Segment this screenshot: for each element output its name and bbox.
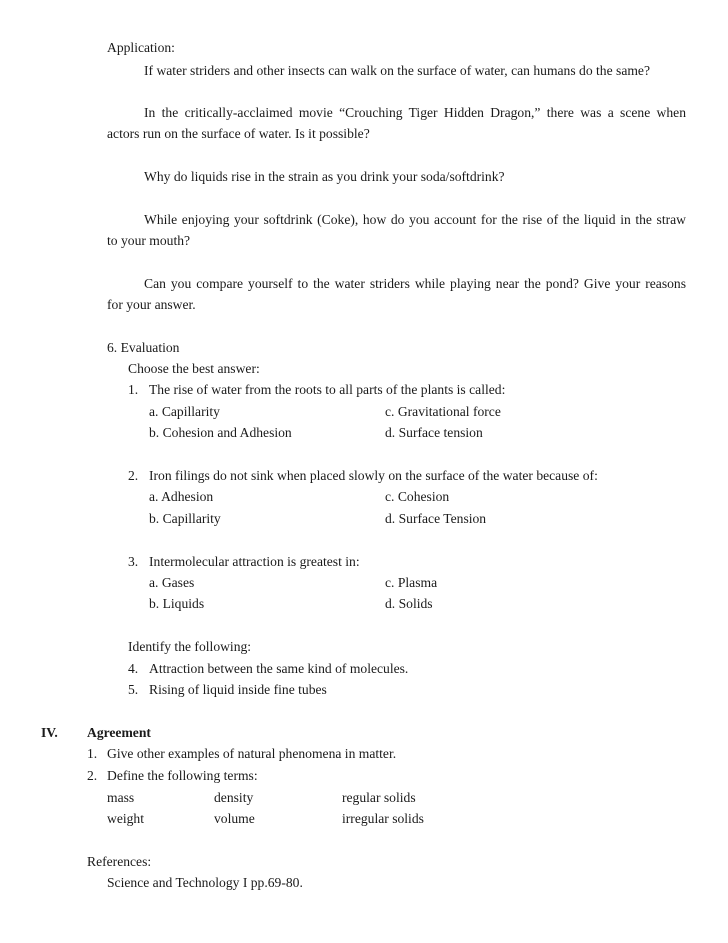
term: irregular solids [342,811,424,826]
choice-a: a. Capillarity [149,404,220,419]
application-question-3: Why do liquids rise in the strain as you drink your soda/softdrink? [144,169,505,184]
identify-number: 4. [128,661,139,676]
choice-b: b. Liquids [149,596,205,611]
evaluation-heading: 6. Evaluation [107,340,180,355]
question-text: Intermolecular attraction is greatest in: [149,554,360,569]
choice-b: b. Capillarity [149,511,221,526]
identify-text: Rising of liquid inside fine tubes [149,682,327,697]
term: density [214,790,254,805]
question-number: 3. [128,554,139,569]
choice-b: b. Cohesion and Adhesion [149,425,292,440]
reference-entry: Science and Technology I pp.69-80. [107,875,303,890]
question-number: 2. [128,468,139,483]
application-question-5-line-1: Can you compare yourself to the water striders while playing near the pond? Give your reasons [144,276,686,291]
application-question-2-line-1: In the critically-acclaimed movie “Crouching Tiger Hidden Dragon,” there was a scene when [144,105,686,120]
identify-text: Attraction between the same kind of molecules. [149,661,409,676]
agreement-number: 1. [87,746,98,761]
agreement-text: Give other examples of natural phenomena in matter. [107,746,397,761]
choice-a: a. Adhesion [149,489,214,504]
choice-d: d. Surface Tension [385,511,487,526]
application-question-2-line-2: actors run on the surface of water. Is it possible? [107,126,370,141]
references-heading: References: [87,854,152,869]
question-number: 1. [128,382,139,397]
application-question-4-line-1: While enjoying your softdrink (Coke), how do you account for the rise of the liquid in the straw [144,212,686,227]
question-text: The rise of water from the roots to all parts of the plants is called: [149,382,506,397]
term: volume [214,811,255,826]
section-numeral: IV. [41,725,58,740]
choice-d: d. Solids [385,596,433,611]
term: weight [107,811,144,826]
application-heading: Application: [107,40,175,55]
choice-c: c. Cohesion [385,489,450,504]
agreement-heading: Agreement [87,725,151,740]
choice-d: d. Surface tension [385,425,483,440]
application-question-1: If water striders and other insects can walk on the surface of water, can humans do the same? [144,63,651,78]
agreement-number: 2. [87,768,98,783]
identify-number: 5. [128,682,139,697]
term: regular solids [342,790,416,805]
question-text: Iron filings do not sink when placed slowly on the surface of the water because of: [149,468,598,483]
application-question-5-line-2: for your answer. [107,297,196,312]
evaluation-instruction: Choose the best answer: [128,361,260,376]
choice-a: a. Gases [149,575,195,590]
identify-heading: Identify the following: [128,639,252,654]
choice-c: c. Plasma [385,575,438,590]
application-question-4-line-2: to your mouth? [107,233,191,248]
agreement-text: Define the following terms: [107,768,258,783]
term: mass [107,790,135,805]
choice-c: c. Gravitational force [385,404,501,419]
